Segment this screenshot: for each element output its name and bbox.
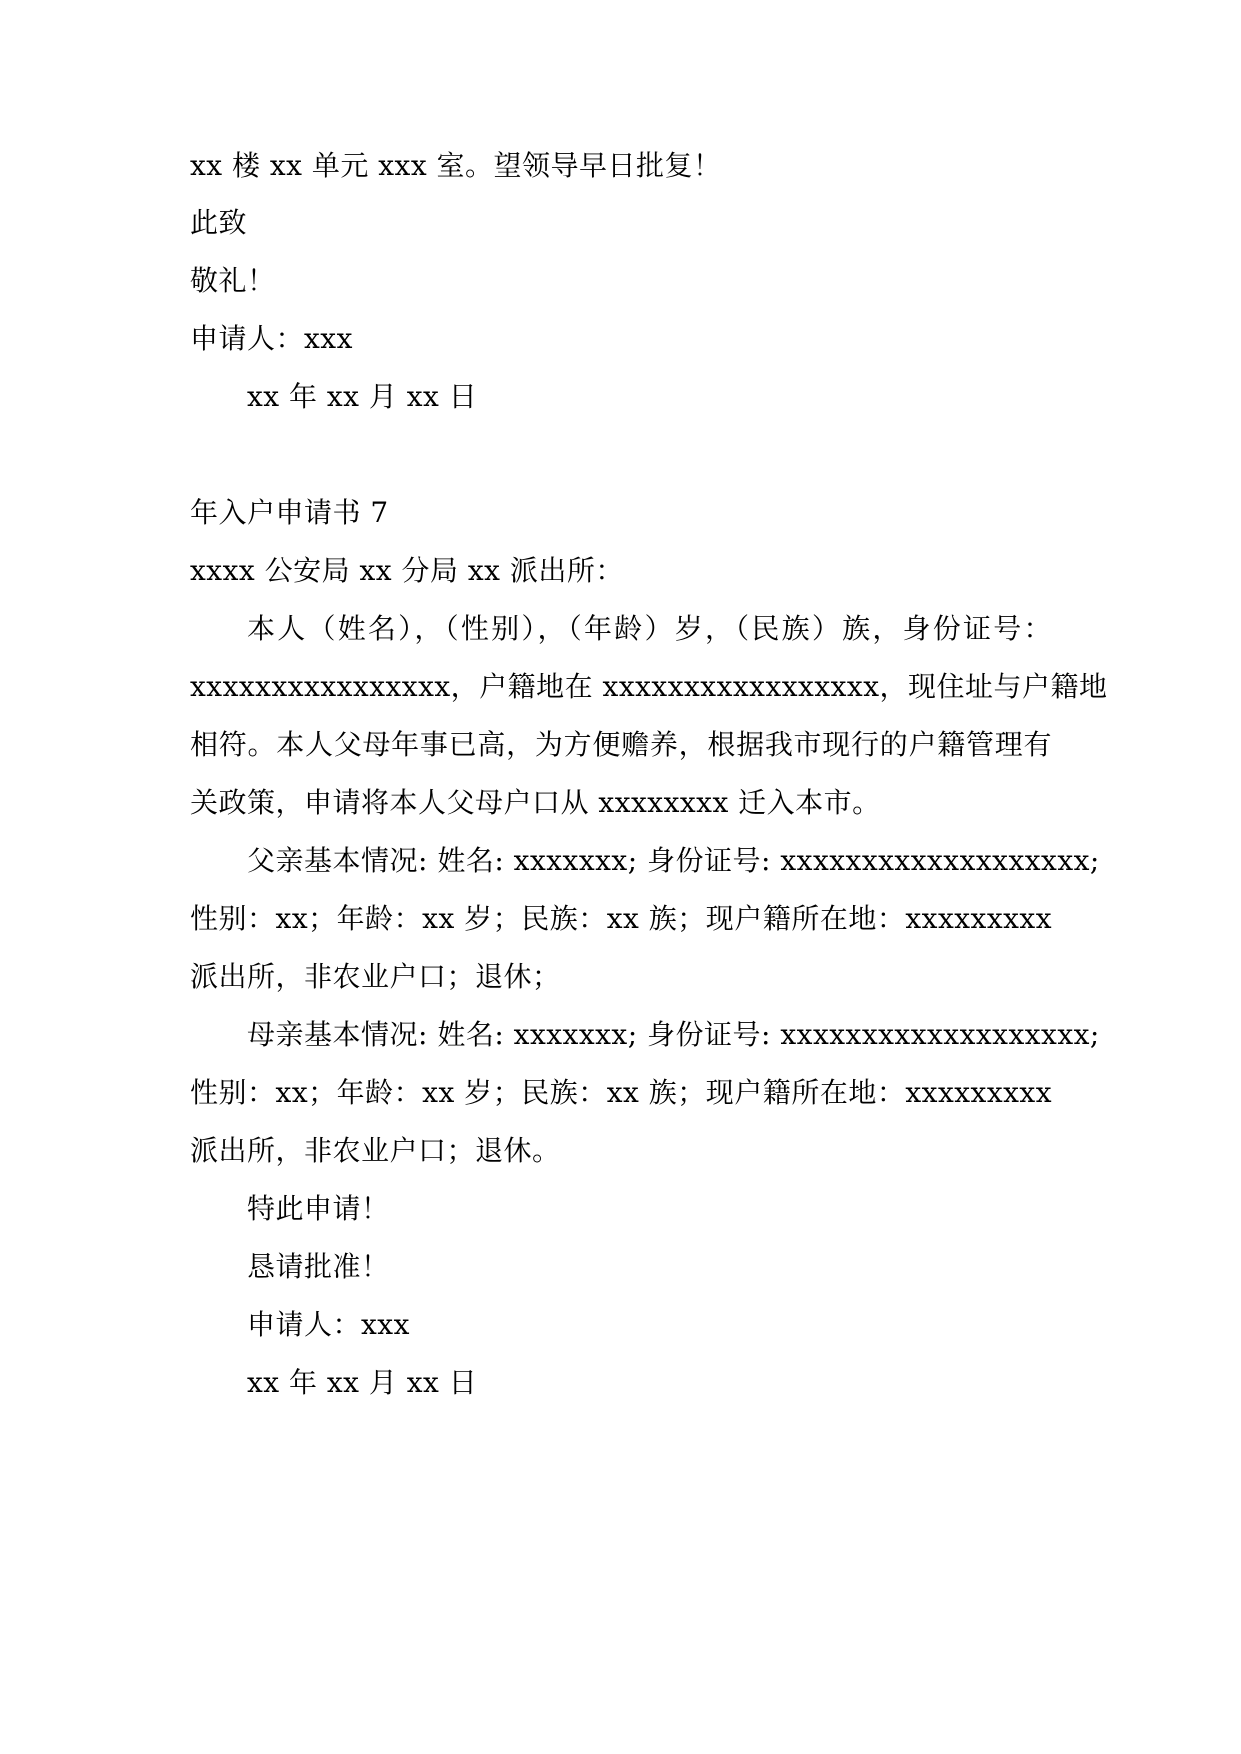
letter-recipient: xxxx 公安局 xx 分局 xx 派出所： bbox=[190, 554, 624, 587]
closing-statement-1: 特此申请！ bbox=[247, 1192, 390, 1225]
mother-info-line: 派出所，非农业户口；退休。 bbox=[190, 1134, 561, 1167]
closing-salutation-1: 此致 bbox=[190, 206, 248, 239]
signature-date: xx 年 xx 月 xx 日 bbox=[247, 1366, 478, 1399]
mother-info-line: 性别：xx；年龄：xx 岁；民族：xx 族；现户籍所在地：xxxxxxxxx bbox=[190, 1076, 1052, 1109]
body-line: 本人（姓名），（性别），（年龄）岁，（民族）族，身份证号： bbox=[247, 612, 1052, 645]
father-info-line: 父亲基本情况: 姓名: xxxxxxx; 身份证号: xxxxxxxxxxxxxxxxxxx; bbox=[247, 844, 1100, 877]
father-info-line: 性别：xx；年龄：xx 岁；民族：xx 族；现户籍所在地：xxxxxxxxx bbox=[190, 902, 1052, 935]
letter-title: 年入户申请书 7 bbox=[190, 496, 389, 529]
applicant-signature: 申请人：xxx bbox=[190, 322, 353, 355]
body-line: xxxxxxxxxxxxxxxx，户籍地在 xxxxxxxxxxxxxxxxx，现住址与户籍地 bbox=[190, 670, 1108, 703]
closing-statement-2: 恳请批准！ bbox=[247, 1250, 390, 1283]
applicant-signature: 申请人：xxx bbox=[247, 1308, 410, 1341]
closing-salutation-2: 敬礼！ bbox=[190, 264, 276, 297]
mother-info-line: 母亲基本情况: 姓名: xxxxxxx; 身份证号: xxxxxxxxxxxxxxxxxxx; bbox=[247, 1018, 1100, 1051]
body-line: 相符。本人父母年事已高，为方便赡养，根据我市现行的户籍管理有 bbox=[190, 728, 1052, 761]
body-line: 关政策，申请将本人父母户口从 xxxxxxxx 迁入本市。 bbox=[190, 786, 881, 819]
signature-date: xx 年 xx 月 xx 日 bbox=[247, 380, 478, 413]
address-line: xx 楼 xx 单元 xxx 室。望领导早日批复！ bbox=[190, 149, 722, 182]
father-info-line: 派出所，非农业户口；退休； bbox=[190, 960, 561, 993]
